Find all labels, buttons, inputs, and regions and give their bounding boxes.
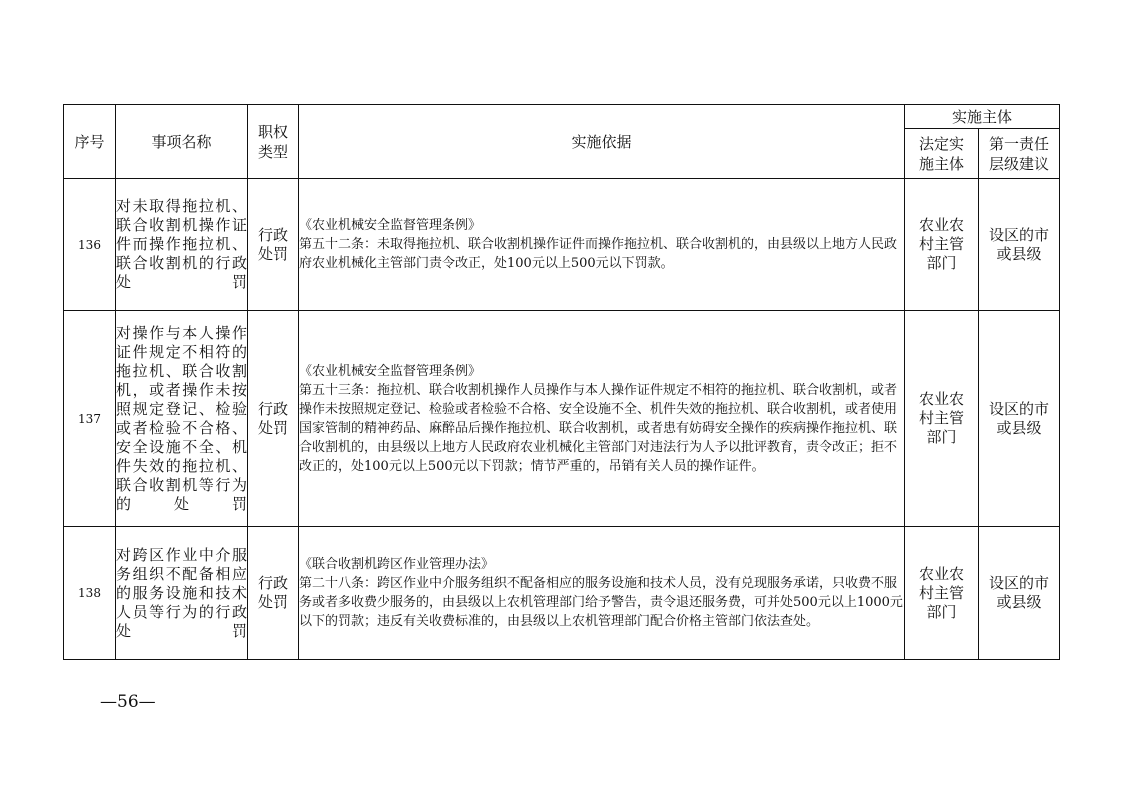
row-law: 《农业机械安全监督管理条例》	[299, 363, 482, 379]
page-number: —56—	[100, 692, 156, 712]
row-name: 对操作与本人操作证件规定不相符的拖拉机、联合收割机，或者操作未按照规定登记、检验或者检验不合格、安全设施不全、机件失效的拖拉机、联合收割机等行为的处罚	[116, 311, 248, 527]
header-type-line1: 职权	[257, 122, 288, 141]
row-type	[248, 527, 299, 660]
header-body-line1: 法定实	[918, 134, 964, 153]
header-name: 事项名称	[116, 105, 248, 179]
header-type	[248, 105, 299, 179]
row-body	[905, 527, 979, 660]
row-level	[979, 179, 1060, 311]
header-body	[905, 129, 979, 179]
header-body-line2: 施主体	[918, 154, 964, 173]
header-level-line2: 层级建议	[989, 154, 1050, 173]
row-type-line1: 行政	[257, 574, 288, 592]
row-body-line2: 村主管	[918, 235, 964, 253]
row-body-line2: 村主管	[918, 409, 964, 427]
row-no: 137	[64, 311, 116, 527]
row-body	[905, 179, 979, 311]
row-no: 138	[64, 527, 116, 660]
row-level-line1: 设区的市	[989, 399, 1050, 418]
row-level-line2: 或县级	[996, 418, 1042, 437]
row-law: 《农业机械安全监督管理条例》	[299, 218, 482, 233]
row-basis	[299, 311, 905, 527]
table-row	[64, 311, 1060, 527]
row-body	[905, 311, 979, 527]
row-type-line1: 行政	[257, 399, 288, 418]
row-no: 136	[64, 179, 116, 311]
row-type-line2: 处罚	[257, 418, 288, 437]
header-type-line2: 类型	[257, 142, 288, 161]
row-level-line2: 或县级	[996, 593, 1042, 611]
row-level-line1: 设区的市	[989, 225, 1050, 244]
row-law: 《联合收割机跨区作业管理办法》	[299, 557, 495, 572]
row-body-line3: 部门	[926, 428, 957, 446]
row-body-line2: 村主管	[918, 583, 964, 602]
row-type	[248, 311, 299, 527]
row-name: 对未取得拖拉机、联合收割机操作证件而操作拖拉机、联合收割机的行政处罚	[116, 179, 248, 311]
header-level	[979, 129, 1060, 179]
row-body-line1: 农业农	[918, 564, 964, 583]
header-basis: 实施依据	[299, 105, 905, 179]
row-basis	[299, 179, 905, 311]
row-level-line2: 或县级	[996, 244, 1042, 263]
row-body-line1: 农业农	[918, 390, 964, 408]
row-name: 对跨区作业中介服务组织不配备相应的服务设施和技术人员等行为的行政处罚	[116, 527, 248, 660]
table-row	[64, 527, 1060, 660]
row-body-line1: 农业农	[918, 216, 964, 234]
row-article: 第五十三条：拖拉机、联合收割机操作人员操作与本人操作证件规定不相符的拖拉机、联合收割机，或者操作未按照规定登记、检验或者检验不合格、安全设施不全、机件失效的拖拉机、联合收割机，或者使用国家管制的精神药品、麻醉品后操作拖拉机、联合收割机，或者患有妨碍安全操作的疾病操作拖拉机、联合收割机的，由县级以上地方人民政府农业机械化主管部门对违法行为人予以批评教育，责令改正；拒不改正的，处100元以上500元以下罚款；情节严重的，吊销有关人员的操作证件。	[299, 382, 898, 474]
row-type	[248, 179, 299, 311]
row-basis	[299, 527, 905, 660]
header-no: 序号	[64, 105, 116, 179]
table-row	[64, 179, 1060, 311]
header-group: 实施主体	[905, 105, 1060, 129]
row-body-line3: 部门	[926, 254, 957, 272]
row-article: 第二十八条：跨区作业中介服务组织不配备相应的服务设施和技术人员，没有兑现服务承诺，只收费不服务或者多收费少服务的，由县级以上农机管理部门给予警告，责令退还服务费，可并处500元以上1000元以下的罚款；违反有关收费标准的，由县级以上农机管理部门配合价格主管部门依法查处。	[299, 576, 903, 629]
items-table	[63, 104, 1060, 660]
row-level-line1: 设区的市	[989, 574, 1050, 592]
row-article: 第五十二条：未取得拖拉机、联合收割机操作证件而操作拖拉机、联合收割机的，由县级以上地方人民政府农业机械化主管部门责令改正，处100元以上500元以下罚款。	[299, 237, 898, 271]
row-type-line2: 处罚	[257, 244, 288, 263]
row-level	[979, 311, 1060, 527]
row-body-line3: 部门	[926, 602, 957, 621]
row-type-line1: 行政	[257, 225, 288, 244]
header-level-line1: 第一责任	[989, 134, 1050, 153]
row-level	[979, 527, 1060, 660]
row-type-line2: 处罚	[257, 593, 288, 611]
